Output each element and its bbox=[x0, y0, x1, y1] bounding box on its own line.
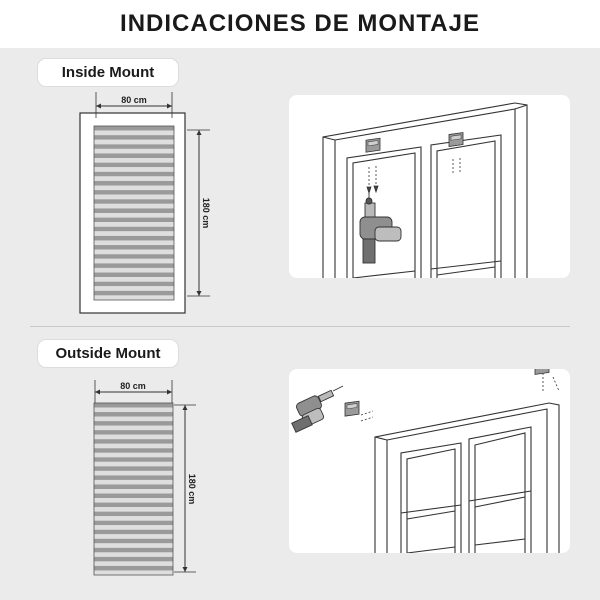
inside-blind-slat-gap bbox=[94, 140, 174, 145]
page-title: INDICACIONES DE MONTAJE bbox=[120, 10, 480, 37]
outside-blind-slat-gap bbox=[94, 525, 173, 530]
outside-blind-slat bbox=[94, 566, 173, 571]
outside-blind-slat-gap bbox=[94, 471, 173, 476]
drill-icon bbox=[360, 191, 401, 263]
inside-blind-slat bbox=[94, 273, 174, 278]
screw-icon bbox=[453, 158, 460, 173]
inside-blind-slat bbox=[94, 163, 174, 168]
inside-blind-slat bbox=[94, 282, 174, 287]
inside-blind-slat bbox=[94, 254, 174, 259]
inside-blind-slat bbox=[94, 190, 174, 195]
inside-blind-slat bbox=[94, 236, 174, 241]
inside-blind bbox=[94, 126, 174, 300]
outside-blind-slat bbox=[94, 557, 173, 562]
inside-blind-slat-gap bbox=[94, 295, 174, 300]
outside-blind-slat-gap bbox=[94, 534, 173, 539]
inside-blind-slat bbox=[94, 245, 174, 250]
inside-install-panel bbox=[289, 95, 570, 278]
inside-install-illustration bbox=[289, 95, 570, 278]
outside-blind-slat bbox=[94, 521, 173, 526]
outside-blind-slat-gap bbox=[94, 480, 173, 485]
outside-blind-slat bbox=[94, 448, 173, 453]
outside-blind-slat-gap bbox=[94, 417, 173, 422]
inside-blind-slat-gap bbox=[94, 259, 174, 264]
inside-blind-slat-gap bbox=[94, 204, 174, 209]
outside-blind-slat-gap bbox=[94, 543, 173, 548]
inside-blind-slat-gap bbox=[94, 222, 174, 227]
outside-blind-slat-gap bbox=[94, 462, 173, 467]
outside-blind-slat-gap bbox=[94, 552, 173, 557]
inside-blind-slat-gap bbox=[94, 158, 174, 163]
inside-blind-slat bbox=[94, 144, 174, 149]
outside-blind-slat bbox=[94, 412, 173, 417]
outside-blind-slat-gap bbox=[94, 444, 173, 449]
inside-blind-slat-gap bbox=[94, 213, 174, 218]
bracket-icon bbox=[345, 401, 359, 416]
outside-blind-slat-gap bbox=[94, 507, 173, 512]
inside-blind-slat bbox=[94, 218, 174, 223]
inside-blind-slat-gap bbox=[94, 131, 174, 136]
inside-blind-slat bbox=[94, 172, 174, 177]
bracket-icon bbox=[366, 138, 380, 152]
outside-height-label: 180 cm bbox=[187, 473, 197, 505]
inside-blind-slat-gap bbox=[94, 240, 174, 245]
inside-blind-slat-gap bbox=[94, 176, 174, 181]
outside-blind-slat-gap bbox=[94, 435, 173, 440]
outside-blind-slat-gap bbox=[94, 453, 173, 458]
outside-blind-slat bbox=[94, 539, 173, 544]
inside-blind-slat-gap bbox=[94, 250, 174, 255]
window-frame-icon bbox=[323, 103, 527, 278]
inside-blind-slat-gap bbox=[94, 167, 174, 172]
outside-blind-slat bbox=[94, 484, 173, 489]
outside-blind-slat-gap bbox=[94, 498, 173, 503]
window-frame-icon bbox=[375, 403, 559, 553]
inside-blind-slat-gap bbox=[94, 268, 174, 273]
inside-blind-slat-gap bbox=[94, 286, 174, 291]
inside-mount-label: Inside Mount bbox=[38, 59, 178, 86]
outside-width-label: 80 cm bbox=[120, 381, 146, 391]
outside-blind-slat bbox=[94, 403, 173, 408]
inside-blind-slat bbox=[94, 199, 174, 204]
outside-blind-slat-gap bbox=[94, 570, 173, 575]
outside-blind-slat-gap bbox=[94, 408, 173, 413]
drill-icon bbox=[292, 386, 343, 432]
inside-blind-slat bbox=[94, 126, 174, 131]
screw-icon bbox=[543, 373, 559, 393]
inside-blind-slat bbox=[94, 291, 174, 296]
inside-blind-slat-gap bbox=[94, 195, 174, 200]
outside-blind-slat bbox=[94, 430, 173, 435]
outside-blind bbox=[94, 403, 173, 575]
inside-blind-slat bbox=[94, 227, 174, 232]
screw-icon bbox=[367, 166, 378, 193]
inside-blind-slat bbox=[94, 153, 174, 158]
inside-blind-slat bbox=[94, 181, 174, 186]
inside-blind-slat-gap bbox=[94, 231, 174, 236]
outside-mount-label: Outside Mount bbox=[38, 340, 178, 367]
outside-install-panel bbox=[289, 369, 570, 553]
outside-install-illustration bbox=[289, 369, 570, 553]
outside-blind-slat bbox=[94, 466, 173, 471]
outside-blind-slat bbox=[94, 475, 173, 480]
outside-blind-slat-gap bbox=[94, 561, 173, 566]
bracket-icon bbox=[449, 133, 463, 147]
inside-blind-slat-gap bbox=[94, 149, 174, 154]
outside-blind-slat bbox=[94, 530, 173, 535]
outside-blind-slat bbox=[94, 548, 173, 553]
inside-width-label: 80 cm bbox=[121, 95, 147, 105]
outside-blind-slat-gap bbox=[94, 516, 173, 521]
outside-blind-slat bbox=[94, 503, 173, 508]
outside-blind-slat-gap bbox=[94, 489, 173, 494]
outside-blind-slat bbox=[94, 421, 173, 426]
inside-blind-slat bbox=[94, 263, 174, 268]
inside-height-label: 180 cm bbox=[201, 197, 211, 229]
bracket-icon bbox=[535, 369, 549, 374]
inside-blind-slat-gap bbox=[94, 186, 174, 191]
inside-blind-slat-gap bbox=[94, 277, 174, 282]
outside-blind-slat-gap bbox=[94, 426, 173, 431]
inside-blind-slat bbox=[94, 208, 174, 213]
outside-blind-slat bbox=[94, 512, 173, 517]
outside-blind-slat bbox=[94, 439, 173, 444]
outside-blind-slat bbox=[94, 457, 173, 462]
screw-icon bbox=[361, 411, 373, 421]
outside-blind-slat bbox=[94, 494, 173, 499]
inside-blind-slat bbox=[94, 135, 174, 140]
